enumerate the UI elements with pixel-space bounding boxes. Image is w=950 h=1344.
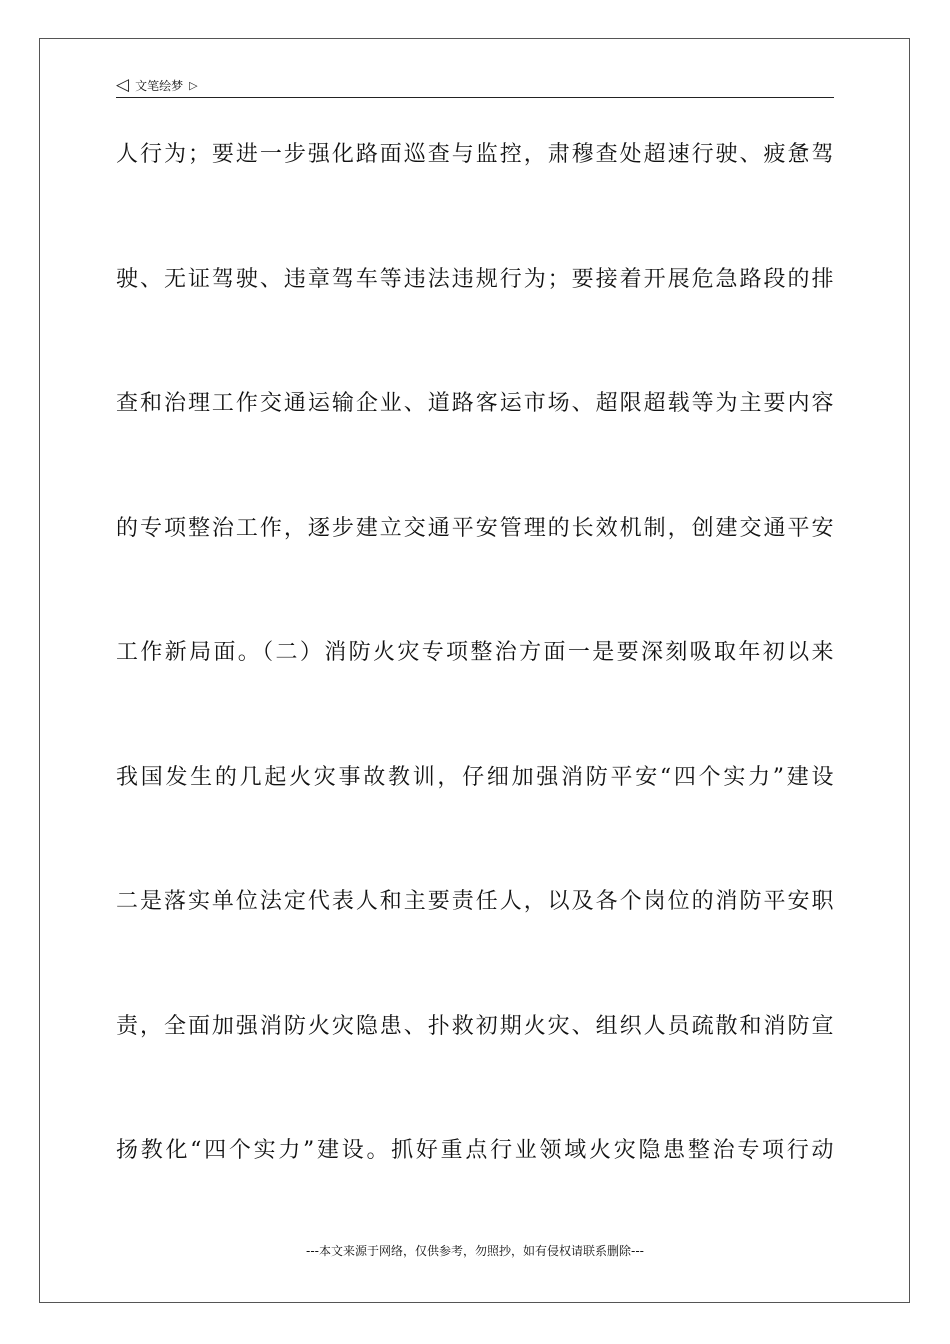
- body-line: 的专项整治工作，逐步建立交通平安管理的长效机制，创建交通平安: [116, 515, 834, 541]
- triangle-right-icon: ▷: [189, 78, 198, 92]
- triangle-left-icon: ◁: [116, 74, 130, 95]
- body-line: 扬教化“四个实力”建设。抓好重点行业领域火灾隐患整治专项行动: [116, 1138, 834, 1163]
- body-line: 我国发生的几起火灾事故教训，仔细加强消防平安“四个实力”建设: [116, 764, 834, 790]
- body-line: 二是落实单位法定代表人和主要责任人，以及各个岗位的消防平安职: [116, 889, 834, 914]
- header-title: 文笔绘梦: [135, 78, 184, 93]
- footer-notice: ---本文来源于网络，仅供参考，勿照抄，如有侵权请联系删除---: [306, 1244, 644, 1258]
- body-line: 人行为；要进一步强化路面巡查与监控，肃穆查处超速行驶、疲惫驾: [116, 142, 834, 167]
- body-line: 工作新局面。（二）消防火灾专项整治方面一是要深刻吸取年初以来: [116, 640, 834, 665]
- body-line: 查和治理工作交通运输企业、道路客运市场、超限超载等为主要内容: [116, 391, 834, 416]
- body-line: 驶、无证驾驶、违章驾车等违法违规行为；要接着开展危急路段的排: [116, 266, 834, 292]
- page-header: [116, 73, 834, 98]
- document-body: [116, 124, 834, 1245]
- body-line: 责，全面加强消防火灾隐患、扑救初期火灾、组织人员疏散和消防宣: [116, 1013, 834, 1039]
